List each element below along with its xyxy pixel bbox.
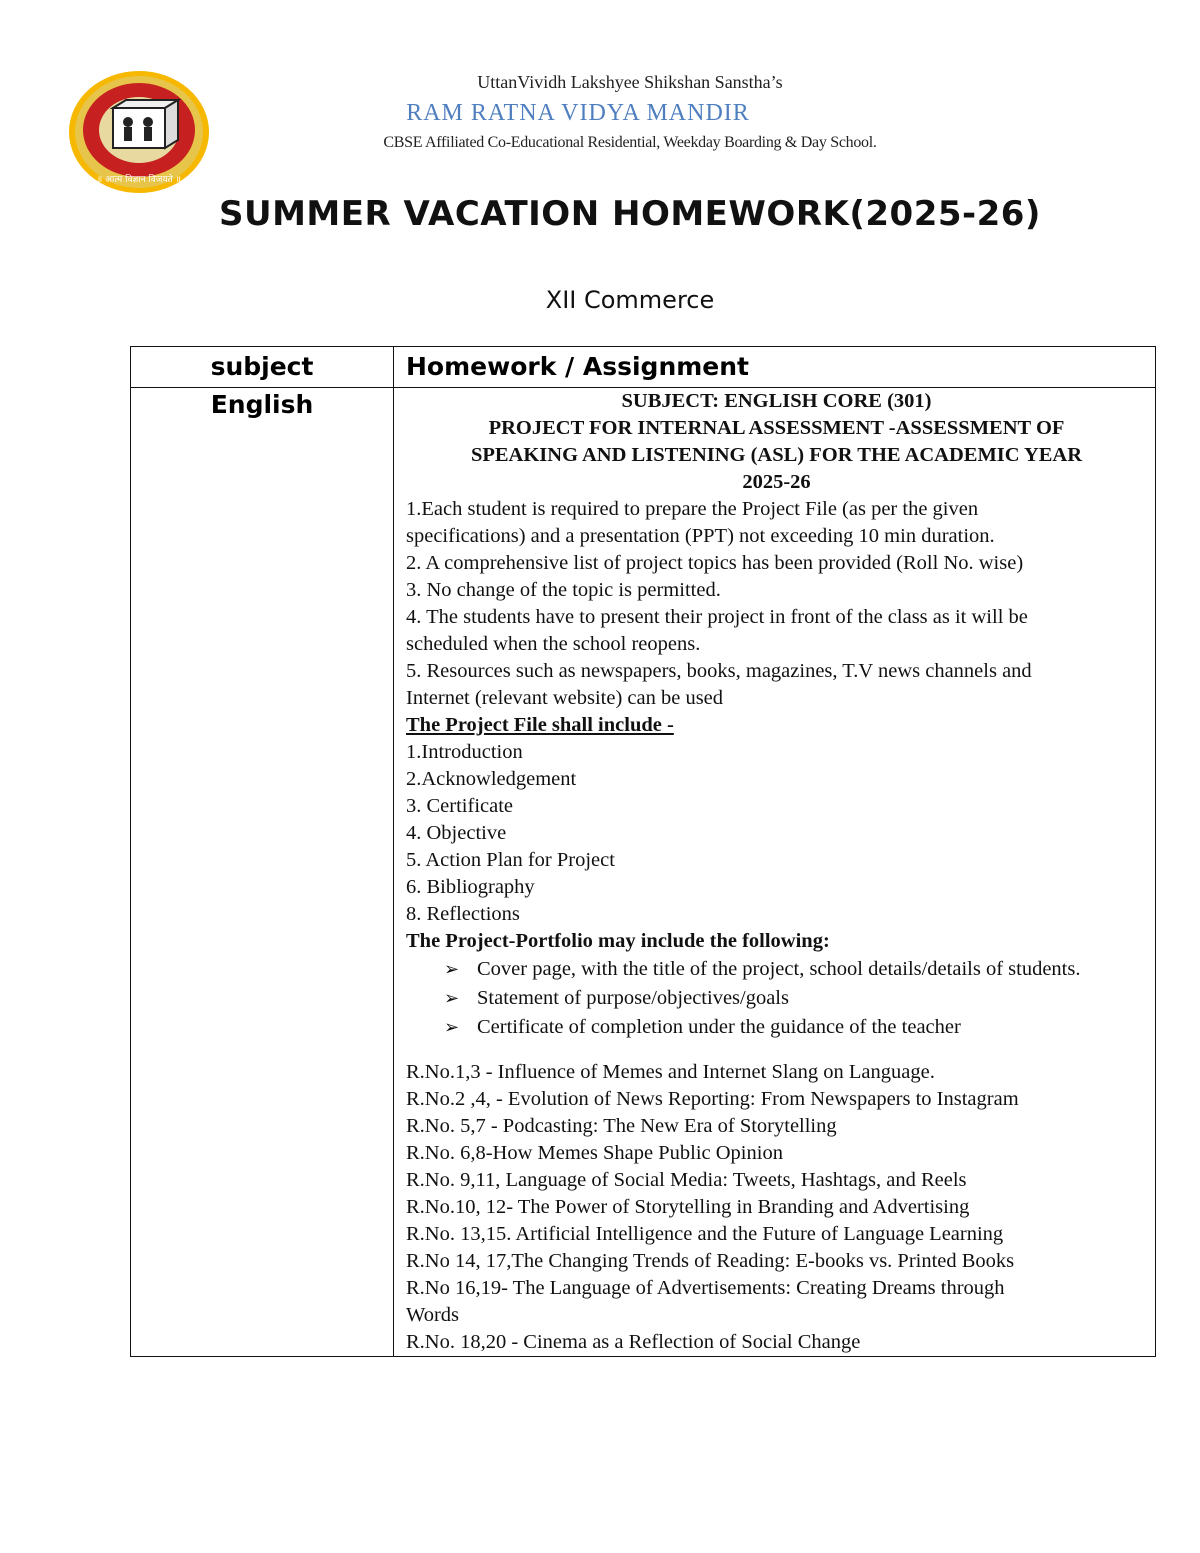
topic-line: R.No 14, 17,The Changing Trends of Reading: E-books vs. Printed Books <box>406 1250 1015 1272</box>
topic-line: R.No. 9,11, Language of Social Media: Tweets, Hashtags, and Reels <box>406 1169 967 1191</box>
project-file-item: 1.Introduction <box>406 741 523 763</box>
project-heading-line: PROJECT FOR INTERNAL ASSESSMENT -ASSESSMENT OF <box>488 417 1065 439</box>
class-label: XII Commerce <box>545 286 715 314</box>
school-name: RAM RATNA VIDYA MANDIR <box>406 100 750 126</box>
topic-line: Words <box>406 1304 460 1326</box>
instruction-line: 5. Resources such as newspapers, books, magazines, T.V news channels and <box>406 660 1032 682</box>
arrow-bullet-icon: ➢ <box>444 988 460 1009</box>
organization-name: UttanVividh Lakshyee Shikshan Sanstha’s <box>477 72 783 92</box>
project-heading-line: 2025-26 <box>742 471 811 493</box>
portfolio-heading: The Project-Portfolio may include the following: <box>406 930 830 952</box>
arrow-bullet-icon: ➢ <box>444 959 460 980</box>
topic-line: R.No. 13,15. Artificial Intelligence and the Future of Language Learning <box>406 1223 1004 1245</box>
project-file-item: 8. Reflections <box>406 903 520 925</box>
project-file-item: 4. Objective <box>406 822 507 844</box>
subject-heading: SUBJECT: ENGLISH CORE (301) <box>621 390 932 412</box>
portfolio-item-text: Statement of purpose/objectives/goals <box>477 987 789 1009</box>
instruction-line: scheduled when the school reopens. <box>406 633 701 655</box>
portfolio-item-text: Cover page, with the title of the project, school details/details of students. <box>477 958 1081 980</box>
table-row <box>131 388 1156 1357</box>
instruction-line: Internet (relevant website) can be used <box>406 687 724 709</box>
instruction-line: 1.Each student is required to prepare the Project File (as per the given <box>406 498 979 520</box>
spacer <box>406 1042 1147 1059</box>
header-homework: Homework / Assignment <box>394 347 1156 388</box>
portfolio-item-text: Certificate of completion under the guidance of the teacher <box>477 1016 961 1038</box>
list-item <box>442 955 1147 984</box>
portfolio-list <box>406 955 1147 1042</box>
topic-line: R.No.10, 12- The Power of Storytelling in Branding and Advertising <box>406 1196 970 1218</box>
affiliation-line: CBSE Affiliated Co-Educational Residential, Weekday Boarding & Day School. <box>383 134 877 151</box>
instruction-line: 2. A comprehensive list of project topics has been provided (Roll No. wise) <box>406 552 1024 574</box>
subject-cell: English <box>131 388 394 1357</box>
instruction-line: 4. The students have to present their project in front of the class as it will be <box>406 606 1028 628</box>
project-file-item: 6. Bibliography <box>406 876 535 898</box>
logo-motto: ॥ आत्म विज्ञान विजयते ॥ <box>96 175 182 185</box>
topic-line: R.No.1,3 - Influence of Memes and Internet Slang on Language. <box>406 1061 935 1083</box>
topic-line: R.No 16,19- The Language of Advertisements: Creating Dreams through <box>406 1277 1005 1299</box>
page-title: SUMMER VACATION HOMEWORK(2025-26) <box>219 194 1041 234</box>
list-item <box>442 984 1147 1013</box>
table-header-row <box>131 347 1156 388</box>
project-file-item: 3. Certificate <box>406 795 514 817</box>
header-subject: subject <box>131 347 394 388</box>
assignment-cell <box>394 388 1156 1357</box>
project-heading-line: SPEAKING AND LISTENING (ASL) FOR THE ACADEMIC YEAR <box>470 444 1083 466</box>
project-file-item: 2.Acknowledgement <box>406 768 577 790</box>
project-file-heading: The Project File shall include - <box>406 714 674 736</box>
homework-table <box>130 346 1156 1357</box>
project-file-item: 5. Action Plan for Project <box>406 849 615 871</box>
instruction-line: 3. No change of the topic is permitted. <box>406 579 721 601</box>
topic-line: R.No. 18,20 - Cinema as a Reflection of Social Change <box>406 1331 861 1353</box>
list-item <box>442 1013 1147 1042</box>
topic-line: R.No.2 ,4, - Evolution of News Reporting: From Newspapers to Instagram <box>406 1088 1019 1110</box>
topic-line: R.No. 5,7 - Podcasting: The New Era of Storytelling <box>406 1115 837 1137</box>
topic-line: R.No. 6,8-How Memes Shape Public Opinion <box>406 1142 783 1164</box>
instruction-line: specifications) and a presentation (PPT) not exceeding 10 min duration. <box>406 525 995 547</box>
arrow-bullet-icon: ➢ <box>444 1017 460 1038</box>
